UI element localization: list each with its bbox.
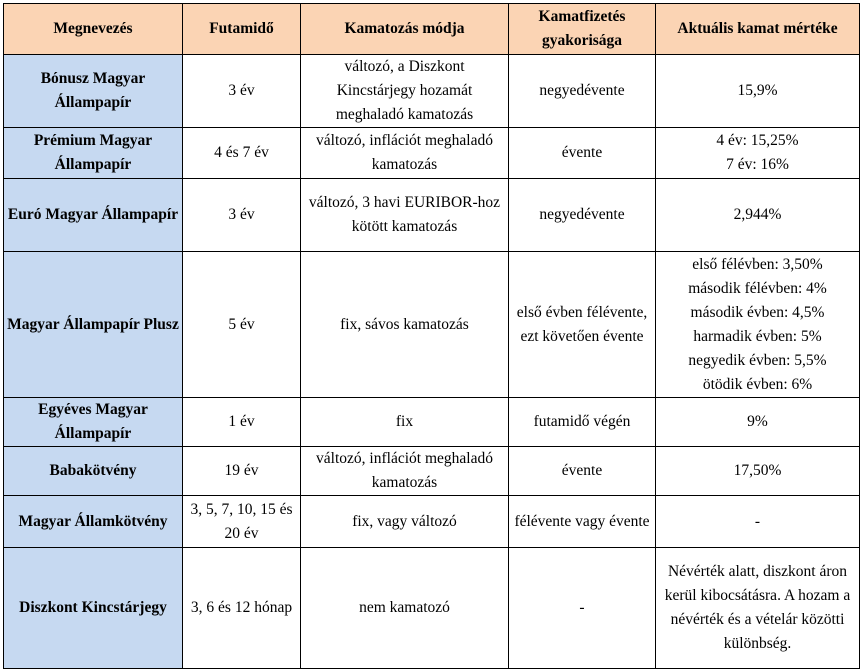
- cell-rate: [656, 55, 860, 128]
- cell-interest-type: változó, a Diszkont Kincstárjegy hozamát meghaladó kamatozás: [301, 55, 509, 128]
- cell-term: 5 év: [183, 252, 301, 398]
- cell-frequency: évente: [509, 447, 656, 496]
- cell-frequency: évente: [509, 128, 656, 179]
- cell-frequency: negyedévente: [509, 55, 656, 128]
- cell-interest-type: változó, inflációt meghaladó kamatozás: [301, 447, 509, 496]
- rate-line: ötödik évben: 6%: [702, 375, 813, 393]
- cell-interest-type: változó, 3 havi EURIBOR-hoz kötött kamatozás: [301, 179, 509, 252]
- table-row: [4, 548, 860, 669]
- rate-line: 4 év: 15,25%: [716, 132, 799, 149]
- header-term: Futamidő: [183, 4, 301, 55]
- cell-term: 3 év: [183, 55, 301, 128]
- cell-term: 3 év: [183, 179, 301, 252]
- cell-term: 19 év: [183, 447, 301, 496]
- header-interest-type: Kamatozás módja: [301, 4, 509, 55]
- cell-frequency: negyedévente: [509, 179, 656, 252]
- cell-interest-type: fix: [301, 398, 509, 447]
- table-row: [4, 496, 860, 548]
- cell-rate: [656, 398, 860, 447]
- cell-frequency: -: [509, 548, 656, 669]
- cell-rate: [656, 252, 860, 398]
- cell-name: Magyar Állampapír Plusz: [4, 252, 183, 398]
- bond-table: [3, 3, 860, 669]
- cell-interest-type: nem kamatozó: [301, 548, 509, 669]
- cell-frequency: futamidő végén: [509, 398, 656, 447]
- cell-term: 3, 5, 7, 10, 15 és 20 év: [183, 496, 301, 548]
- table-row: [4, 447, 860, 496]
- cell-rate: [656, 496, 860, 548]
- table-row: [4, 179, 860, 252]
- table-row: [4, 55, 860, 128]
- rate-line: negyedik évben: 5,5%: [688, 351, 827, 369]
- header-frequency: Kamatfizetés gyakorisága: [509, 4, 656, 55]
- cell-rate: [656, 548, 860, 669]
- rate-line: 7 év: 16%: [726, 156, 789, 173]
- cell-name: Prémium Magyar Állampapír: [4, 128, 183, 179]
- cell-name: Egyéves Magyar Állampapír: [4, 398, 183, 447]
- cell-interest-type: fix, vagy változó: [301, 496, 509, 548]
- cell-interest-type: változó, inflációt meghaladó kamatozás: [301, 128, 509, 179]
- cell-name: Magyar Államkötvény: [4, 496, 183, 548]
- header-row: [4, 4, 860, 55]
- cell-name: Bónusz Magyar Állampapír: [4, 55, 183, 128]
- rate-line: második évben: 4,5%: [690, 303, 825, 321]
- cell-frequency: első évben félévente, ezt követően évente: [509, 252, 656, 398]
- rate-line: 17,50%: [733, 462, 782, 479]
- cell-term: 3, 6 és 12 hónap: [183, 548, 301, 669]
- cell-term: 4 és 7 év: [183, 128, 301, 179]
- rate-line: -: [754, 512, 761, 530]
- cell-frequency: félévente vagy évente: [509, 496, 656, 548]
- cell-interest-type: fix, sávos kamatozás: [301, 252, 509, 398]
- rate-line: 15,9%: [737, 82, 778, 99]
- table-row: [4, 252, 860, 398]
- rate-line: 2,944%: [733, 206, 782, 223]
- rate-line: harmadik évben: 5%: [693, 327, 822, 345]
- cell-name: Euró Magyar Állampapír: [4, 179, 183, 252]
- rate-line: 9%: [747, 413, 768, 430]
- rate-line: Névérték alatt, diszkont áron kerül kibocsátásra. A hozam a névérték és a vételár közötti különbség.: [664, 563, 851, 652]
- cell-rate: [656, 447, 860, 496]
- cell-name: Diszkont Kincstárjegy: [4, 548, 183, 669]
- table-row: [4, 398, 860, 447]
- rate-line: második félévben: 4%: [688, 279, 827, 297]
- cell-rate: [656, 128, 860, 179]
- rate-line: első félévben: 3,50%: [692, 255, 823, 273]
- cell-name: Babakötvény: [4, 447, 183, 496]
- cell-term: 1 év: [183, 398, 301, 447]
- table-row: [4, 128, 860, 179]
- header-name: Megnevezés: [4, 4, 183, 55]
- header-rate: Aktuális kamat mértéke: [656, 4, 860, 55]
- cell-rate: [656, 179, 860, 252]
